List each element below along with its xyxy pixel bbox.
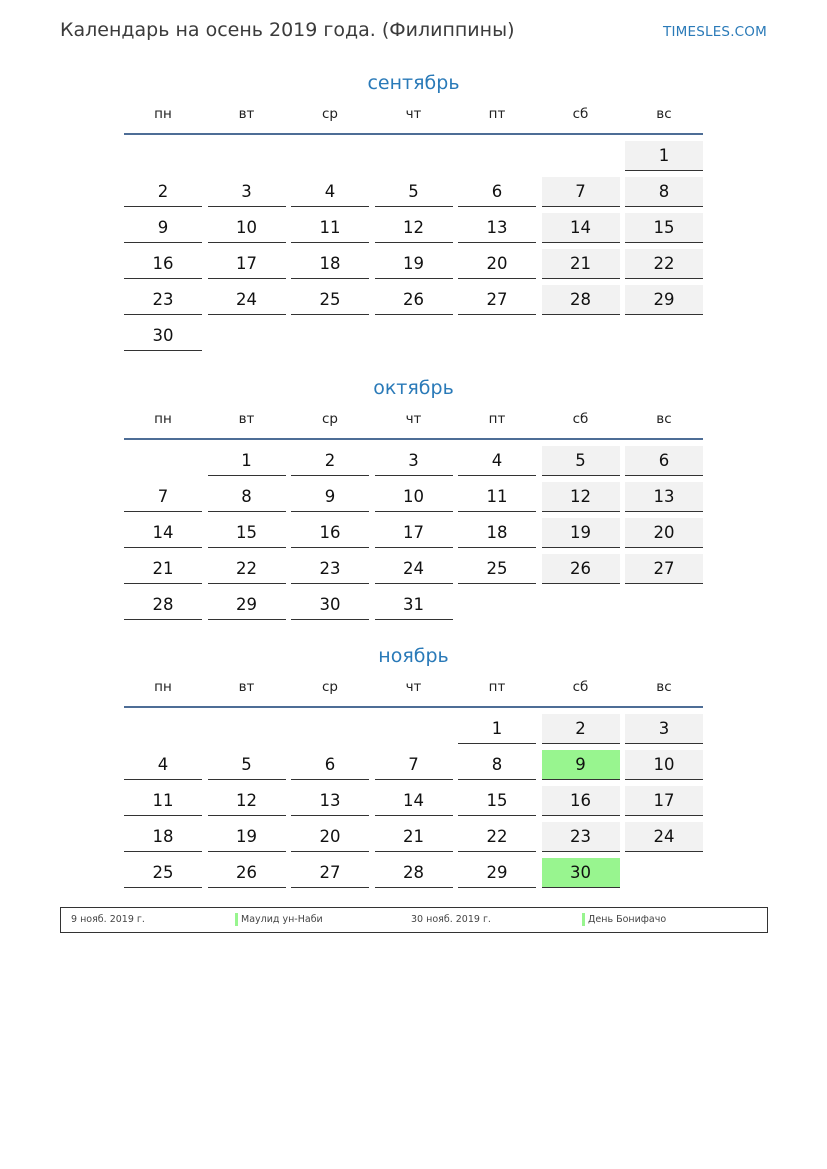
holiday-swatch	[235, 913, 238, 926]
day-grid	[124, 446, 703, 626]
day-cell: 9	[291, 482, 369, 512]
day-cell: 25	[458, 554, 536, 584]
day-cell: 11	[458, 482, 536, 512]
month-name: ноябрь	[378, 645, 449, 667]
day-cell: 16	[291, 518, 369, 548]
day-cell: 20	[625, 518, 703, 548]
legend-holiday-label: День Бонифачо	[588, 914, 667, 925]
weekday-label: сб	[572, 679, 589, 695]
day-cell: 23	[291, 554, 369, 584]
day-cell: 24	[375, 554, 453, 584]
day-cell: 1	[208, 446, 286, 476]
day-cell: 21	[375, 822, 453, 852]
legend-date: 9 нояб. 2019 г.	[71, 914, 145, 925]
legend-date: 30 нояб. 2019 г.	[411, 914, 491, 925]
day-cell: 13	[291, 786, 369, 816]
day-cell: 26	[375, 285, 453, 315]
day-cell: 12	[375, 213, 453, 243]
day-cell: 29	[208, 590, 286, 620]
weekday-label: чт	[405, 411, 422, 427]
day-cell: 11	[124, 786, 202, 816]
day-cell: 22	[208, 554, 286, 584]
day-cell: 5	[542, 446, 620, 476]
weekday-label: сб	[572, 411, 589, 427]
day-cell: 7	[124, 482, 202, 512]
day-cell: 1	[458, 714, 536, 744]
weekday-label: пн	[154, 679, 172, 695]
month-block	[124, 375, 703, 626]
weekday-label: вт	[238, 679, 255, 695]
weekday-label: чт	[405, 106, 422, 122]
header-rule	[124, 706, 703, 708]
holiday-day-cell: 30	[542, 858, 620, 888]
day-cell: 6	[291, 750, 369, 780]
day-cell: 17	[625, 786, 703, 816]
day-cell: 5	[208, 750, 286, 780]
day-cell: 25	[124, 858, 202, 888]
day-grid	[124, 714, 703, 894]
weekday-label: пт	[488, 679, 506, 695]
day-cell: 10	[625, 750, 703, 780]
day-cell: 28	[124, 590, 202, 620]
day-cell: 30	[291, 590, 369, 620]
day-cell: 3	[625, 714, 703, 744]
weekday-label: вс	[656, 411, 672, 427]
day-cell: 4	[124, 750, 202, 780]
day-cell: 16	[542, 786, 620, 816]
day-cell: 6	[625, 446, 703, 476]
day-cell: 2	[542, 714, 620, 744]
day-cell: 10	[208, 213, 286, 243]
day-cell: 31	[375, 590, 453, 620]
month-block	[124, 643, 703, 894]
weekday-header	[124, 679, 703, 703]
weekday-header	[124, 411, 703, 435]
day-cell: 20	[458, 249, 536, 279]
day-cell: 23	[542, 822, 620, 852]
day-cell: 26	[542, 554, 620, 584]
weekday-label: пт	[488, 106, 506, 122]
day-cell: 29	[625, 285, 703, 315]
day-cell: 3	[375, 446, 453, 476]
day-cell: 14	[542, 213, 620, 243]
holiday-legend	[60, 907, 768, 933]
day-cell: 5	[375, 177, 453, 207]
month-block	[124, 70, 703, 357]
day-cell: 19	[375, 249, 453, 279]
day-cell: 25	[291, 285, 369, 315]
day-cell: 16	[124, 249, 202, 279]
site-link[interactable]: TIMESLES.COM	[663, 24, 767, 40]
holiday-day-cell: 9	[542, 750, 620, 780]
day-cell: 17	[208, 249, 286, 279]
day-cell: 14	[124, 518, 202, 548]
day-cell: 18	[291, 249, 369, 279]
day-cell: 13	[625, 482, 703, 512]
day-cell: 12	[208, 786, 286, 816]
weekday-label: чт	[405, 679, 422, 695]
weekday-label: ср	[322, 679, 338, 695]
day-cell: 14	[375, 786, 453, 816]
day-cell: 2	[124, 177, 202, 207]
day-cell: 20	[291, 822, 369, 852]
header-rule	[124, 438, 703, 440]
weekday-label: вт	[238, 106, 255, 122]
page-title: Календарь на осень 2019 года. (Филиппины)	[60, 19, 515, 41]
legend-holiday-name	[235, 914, 323, 925]
day-cell: 23	[124, 285, 202, 315]
day-cell: 7	[542, 177, 620, 207]
month-name: сентябрь	[367, 72, 460, 94]
weekday-label: ср	[322, 411, 338, 427]
day-cell: 2	[291, 446, 369, 476]
day-cell: 3	[208, 177, 286, 207]
day-cell: 17	[375, 518, 453, 548]
day-cell: 9	[124, 213, 202, 243]
day-cell: 4	[458, 446, 536, 476]
day-cell: 6	[458, 177, 536, 207]
day-cell: 26	[208, 858, 286, 888]
day-cell: 11	[291, 213, 369, 243]
legend-holiday-label: Маулид ун-Наби	[241, 914, 323, 925]
weekday-label: пн	[154, 106, 172, 122]
weekday-label: ср	[322, 106, 338, 122]
day-cell: 27	[458, 285, 536, 315]
day-cell: 12	[542, 482, 620, 512]
day-cell: 22	[625, 249, 703, 279]
day-grid	[124, 141, 703, 357]
day-cell: 8	[458, 750, 536, 780]
weekday-label: пн	[154, 411, 172, 427]
day-cell: 28	[375, 858, 453, 888]
day-cell: 10	[375, 482, 453, 512]
day-cell: 22	[458, 822, 536, 852]
holiday-swatch	[582, 913, 585, 926]
day-cell: 15	[625, 213, 703, 243]
weekday-header	[124, 106, 703, 130]
weekday-label: пт	[488, 411, 506, 427]
day-cell: 15	[458, 786, 536, 816]
day-cell: 13	[458, 213, 536, 243]
weekday-label: сб	[572, 106, 589, 122]
weekday-label: вт	[238, 411, 255, 427]
day-cell: 8	[208, 482, 286, 512]
day-cell: 29	[458, 858, 536, 888]
day-cell: 8	[625, 177, 703, 207]
day-cell: 7	[375, 750, 453, 780]
day-cell: 18	[124, 822, 202, 852]
day-cell: 1	[625, 141, 703, 171]
day-cell: 30	[124, 321, 202, 351]
day-cell: 4	[291, 177, 369, 207]
day-cell: 28	[542, 285, 620, 315]
day-cell: 27	[625, 554, 703, 584]
day-cell: 15	[208, 518, 286, 548]
day-cell: 21	[124, 554, 202, 584]
legend-holiday-name	[582, 914, 666, 925]
day-cell: 19	[208, 822, 286, 852]
month-name: октябрь	[373, 377, 454, 399]
day-cell: 19	[542, 518, 620, 548]
day-cell: 21	[542, 249, 620, 279]
day-cell: 18	[458, 518, 536, 548]
weekday-label: вс	[656, 106, 672, 122]
day-cell: 24	[208, 285, 286, 315]
day-cell: 24	[625, 822, 703, 852]
day-cell: 27	[291, 858, 369, 888]
weekday-label: вс	[656, 679, 672, 695]
header-rule	[124, 133, 703, 135]
